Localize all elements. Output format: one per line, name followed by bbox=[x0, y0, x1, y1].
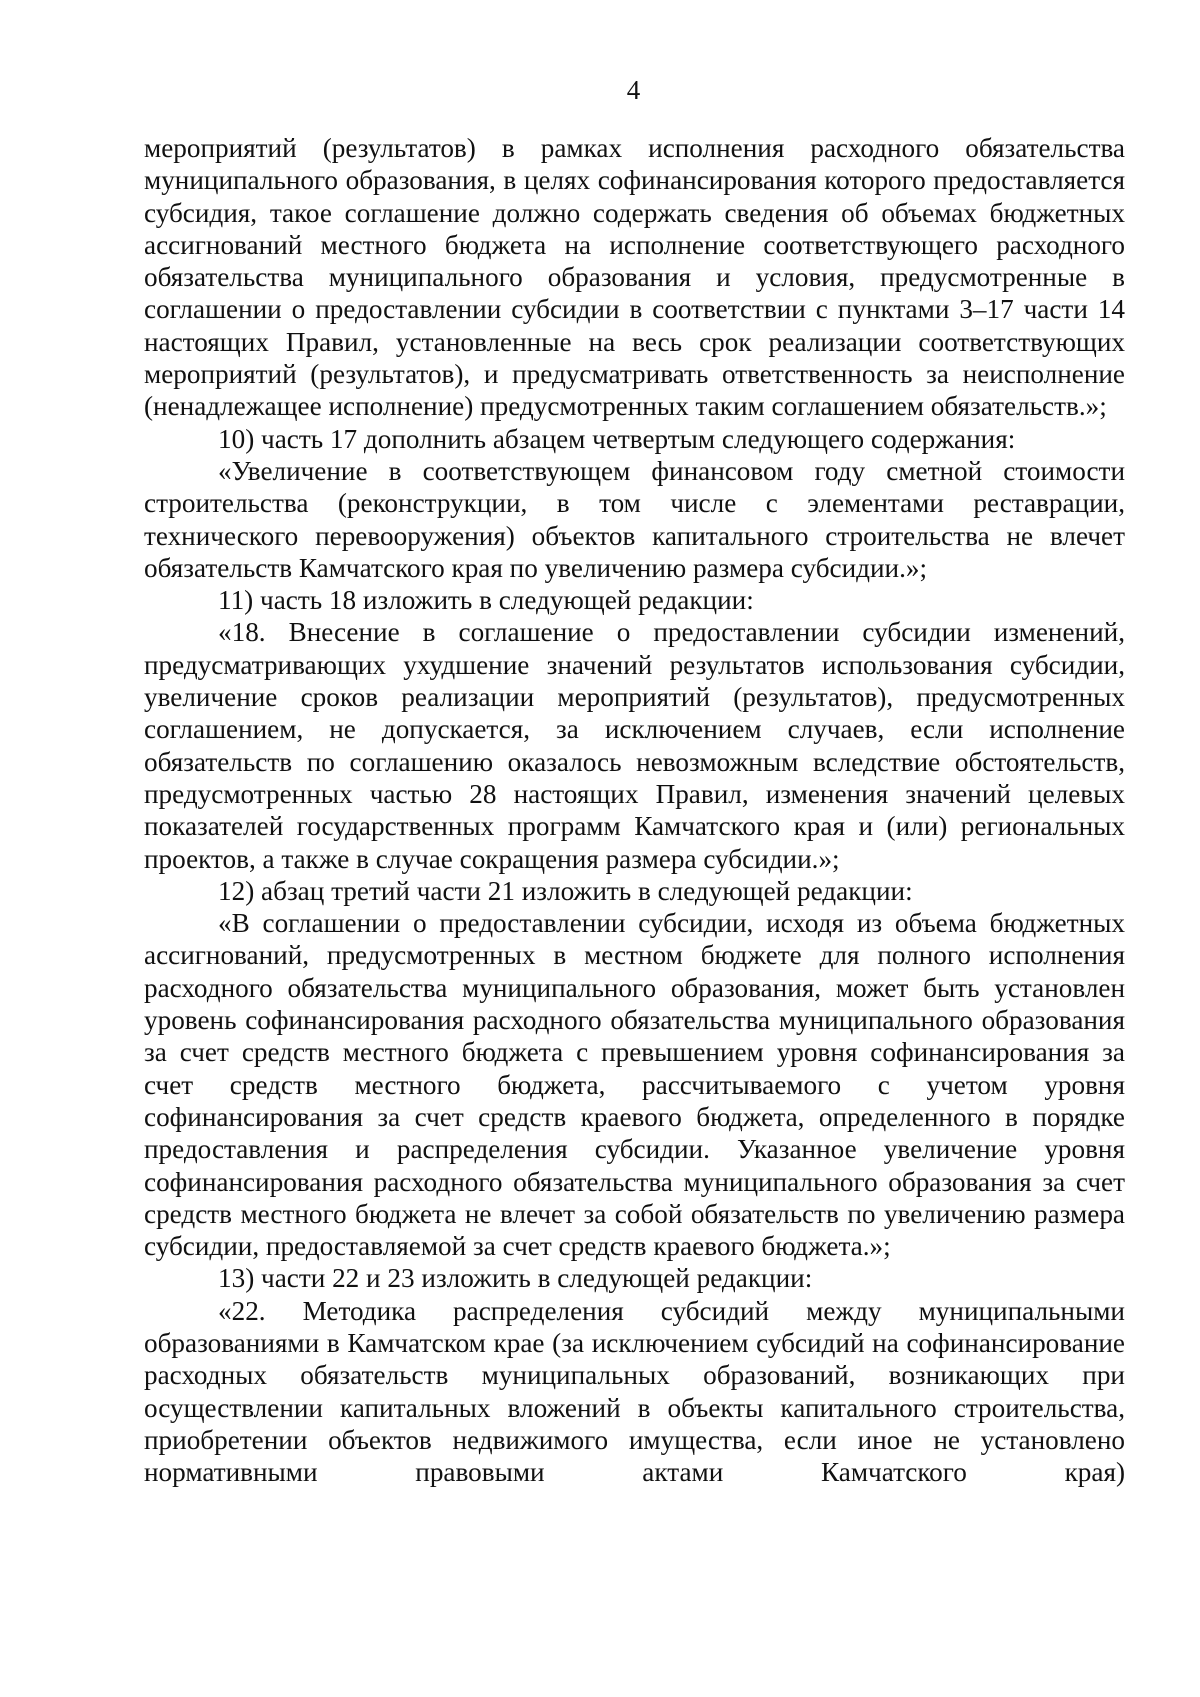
paragraph-item-11: 11) часть 18 изложить в следующей редакции: bbox=[218, 585, 754, 616]
paragraph-item-13: 13) части 22 и 23 изложить в следующей редакции: bbox=[218, 1263, 813, 1294]
document-body bbox=[144, 132, 1125, 1488]
paragraph-quote-18: «18. Внесение в соглашение о предоставлении субсидии изменений, предусматривающих ухудшение значений результатов использования субсидии, увеличение сроков реализации мероприятий (результатов), предусмотренных соглашением, не допускается, за исключением случаев, если исполнение обязательств по соглашению оказалось невозможным вследствие обстоятельств, предусмотренных частью 28 настоящих Правил, изменения значений целевых показателей государственных программ Камчатского края и (или) региональных проектов, а также в случае сокращения размера субсидии.»; bbox=[144, 617, 1125, 874]
paragraph-quote-17: «Увеличение в соответствующем финансовом году сметной стоимости строительства (реконструкции, в том числе с элементами реставрации, технического перевооружения) объектов капитального строительства не влечет обязательств Камчатского края по увеличению размера субсидии.»; bbox=[144, 455, 1125, 583]
paragraph-quote-21: «В соглашении о предоставлении субсидии, исходя из объема бюджетных ассигнований, предусмотренных в местном бюджете для полного исполнения расходного обязательства муниципального образования, может быть установлен уровень софинансирования расходного обязательства муниципального образования за счет средств местного бюджета с превышением уровня софинансирования за счет средств местного бюджета, рассчитываемого с учетом уровня софинансирования за счет средств краевого бюджета, определенного в порядке предоставления и распределения субсидии. Указанное увеличение уровня софинансирования расходного обязательства муниципального образования за счет средств местного бюджета не влечет за собой обязательств по увеличению размера субсидии, предоставляемой за счет средств краевого бюджета.»; bbox=[144, 908, 1125, 1262]
paragraph-continuation: мероприятий (результатов) в рамках исполнения расходного обязательства муниципального образования, в целях софинансирования которого предоставляется субсидия, такое соглашение должно содержать сведения об объемах бюджетных ассигнований местного бюджета на исполнение соответствующего расходного обязательства муниципального образования и условия, предусмотренные в соглашении о предоставлении субсидии в соответствии с пунктами 3–17 части 14 настоящих Правил, установленные на весь срок реализации соответствующих мероприятий (результатов), и предусматривать ответственность за неисполнение (ненадлежащее исполнение) предусмотренных таким соглашением обязательств.»; bbox=[144, 133, 1125, 422]
page-number: 4 bbox=[626, 75, 641, 105]
paragraph-item-10: 10) часть 17 дополнить абзацем четвертым следующего содержания: bbox=[218, 423, 1016, 454]
paragraph-quote-22: «22. Методика распределения субсидий между муниципальными образованиями в Камчатском крае (за исключением субсидий на софинансирование расходных обязательств муниципальных образований, возникающих при осуществлении капитальных вложений в объекты капитального строительства, приобретении объектов недвижимого имущества, если иное не установлено нормативными правовыми актами Камчатского края) bbox=[144, 1295, 1125, 1488]
paragraph-item-12: 12) абзац третий части 21 изложить в следующей редакции: bbox=[218, 875, 913, 906]
